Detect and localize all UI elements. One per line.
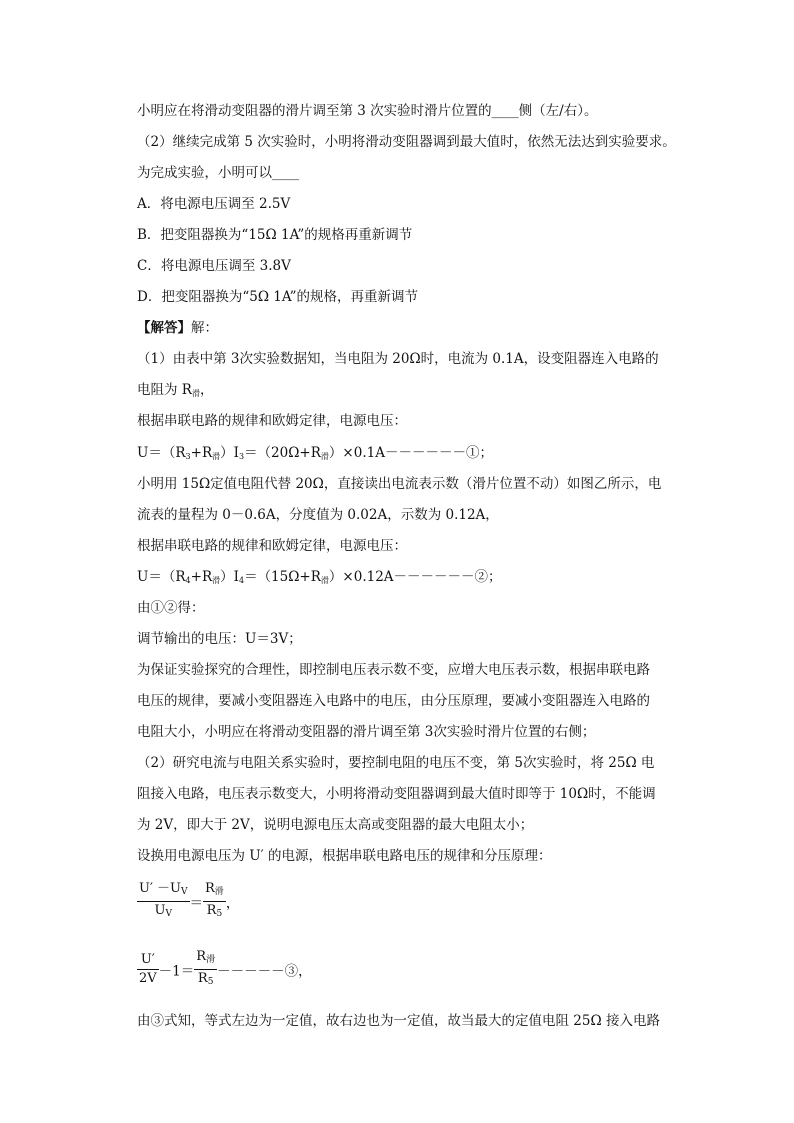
- text-span: ，: [199, 382, 214, 398]
- math-text: R: [206, 903, 217, 918]
- text-line: 电压的规律，要减小变阻器连入电路中的电压，由分压原理，要减小变阻器连入电路的: [137, 693, 650, 709]
- fraction-equation-1: [137, 880, 239, 923]
- text-line: 流表的量程为 0－0.6A，分度值为 0.02A，示数为 0.12A，: [137, 507, 499, 523]
- eq-part: U＝（R: [137, 569, 186, 585]
- option-a: A．将电源电压调至 2.5V: [137, 196, 291, 212]
- subscript: 5: [216, 909, 223, 919]
- text-line: （1）由表中第 3次实验数据知，当电阻为 20Ω时，电流为 0.1A，设变阻器连入电路的: [137, 351, 659, 367]
- subscript: 滑: [214, 887, 224, 897]
- subscript: 滑: [320, 452, 329, 461]
- math-text: ，: [225, 895, 240, 912]
- text-line: 设换用电源电压为 U′ 的电源，根据串联电路电压的规律和分压原理：: [137, 848, 552, 864]
- equation-1: [137, 443, 493, 467]
- subscript: V: [181, 887, 188, 897]
- text-line: 为完成实验，小明可以____: [137, 165, 299, 181]
- numerator: U′: [137, 951, 159, 970]
- eq-part: ）×0.12A－－－－－－②；: [328, 569, 502, 585]
- subscript: 滑: [212, 452, 221, 461]
- subscript: 5: [207, 977, 214, 987]
- equals-sign: ＝: [189, 895, 203, 912]
- subscript: 4: [238, 576, 245, 585]
- option-d: D．把变阻器换为“5Ω 1A”的规格，再重新调节: [137, 289, 419, 305]
- numerator: [137, 880, 190, 902]
- text-line: 阻接入电路，电压表示数变大，小明将滑动变阻器调到最大值时即等于 10Ω时，不能调: [137, 786, 656, 802]
- answer-heading: [137, 318, 218, 338]
- math-text: R: [197, 971, 208, 986]
- text-line: 调节输出的电压：U＝3V；: [137, 631, 302, 647]
- eq-part: +R: [190, 445, 213, 461]
- subscript: 滑: [212, 576, 221, 585]
- subscript: 滑: [191, 389, 200, 398]
- numerator: [203, 880, 226, 902]
- fraction: [203, 880, 226, 923]
- text-line: （2）研究电流与电阻关系实验时，要控制电阻的电压不变，第 5次实验时，将 25Ω 电: [137, 755, 655, 771]
- fraction: [137, 951, 159, 988]
- subscript: 3: [185, 452, 191, 461]
- fraction: [137, 880, 190, 923]
- answer-intro: 解：: [191, 320, 218, 336]
- text-span: 电阻为 R: [137, 382, 192, 398]
- subscript: V: [165, 909, 172, 919]
- math-text: －1＝: [158, 963, 195, 980]
- eq-part: U＝（R: [137, 445, 186, 461]
- denominator: [203, 902, 226, 923]
- text-line: 根据串联电路的规律和欧姆定律，电源电压：: [137, 538, 407, 554]
- text-line: 为保证实验探究的合理性，即控制电压表示数不变，应增大电压表示数，根据串联电路: [137, 662, 650, 678]
- math-text: －－－－－③，: [217, 963, 312, 980]
- text-line: [137, 380, 213, 404]
- eq-part: ）I: [220, 569, 239, 585]
- text-line: 小明应在将滑动变阻器的滑片调至第 3 次实验时滑片位置的____侧（左/右）。: [137, 103, 598, 119]
- option-b: B．把变阻器换为“15Ω 1A”的规格再重新调节: [137, 227, 413, 243]
- math-text: U′ －U: [139, 881, 181, 896]
- eq-part: ）×0.1A－－－－－－①；: [328, 445, 493, 461]
- text-line: 小明用 15Ω定值电阻代替 20Ω，直接读出电流表示数（滑片位置不动）如图乙所示，电: [137, 476, 662, 492]
- text-line: 电阻大小，小明应在将滑动变阻器的滑片调至第 3次实验时滑片位置的右侧；: [137, 724, 596, 740]
- math-text: R: [196, 949, 207, 964]
- fraction: [194, 948, 217, 991]
- text-line: 由③式知，等式左边为一定值，故右边也为一定值，故当最大的定值电阻 25Ω 接入电路: [137, 1013, 660, 1029]
- eq-part: +R: [190, 569, 213, 585]
- numerator: [194, 948, 217, 970]
- equation-2: [137, 567, 502, 591]
- denominator: [194, 970, 217, 991]
- question-2-stem: （2）继续完成第 5 次实验时，小明将滑动变阻器调到最大值时，依然无法达到实验要求。: [137, 134, 676, 150]
- fraction-equation-2: [137, 948, 312, 991]
- text-line: 为 2V，即大于 2V，说明电源电压太高或变阻器的最大电阻太小；: [137, 817, 534, 833]
- subscript: 3: [238, 452, 245, 461]
- eq-part: ＝（15Ω+R: [244, 569, 321, 585]
- math-text: R: [205, 881, 215, 896]
- subscript: 4: [185, 576, 191, 585]
- eq-part: ＝（20Ω+R: [244, 445, 321, 461]
- math-text: U: [154, 903, 166, 918]
- text-line: 由①②得：: [137, 600, 205, 616]
- text-line: 根据串联电路的规律和欧姆定律，电源电压：: [137, 413, 407, 429]
- denominator: 2V: [139, 971, 157, 986]
- eq-part: ）I: [220, 445, 239, 461]
- denominator: [137, 902, 190, 923]
- subscript: 滑: [206, 955, 216, 965]
- subscript: 滑: [320, 576, 329, 585]
- option-c: C．将电源电压调至 3.8V: [137, 258, 291, 274]
- answer-tag: 【解答】: [137, 320, 191, 336]
